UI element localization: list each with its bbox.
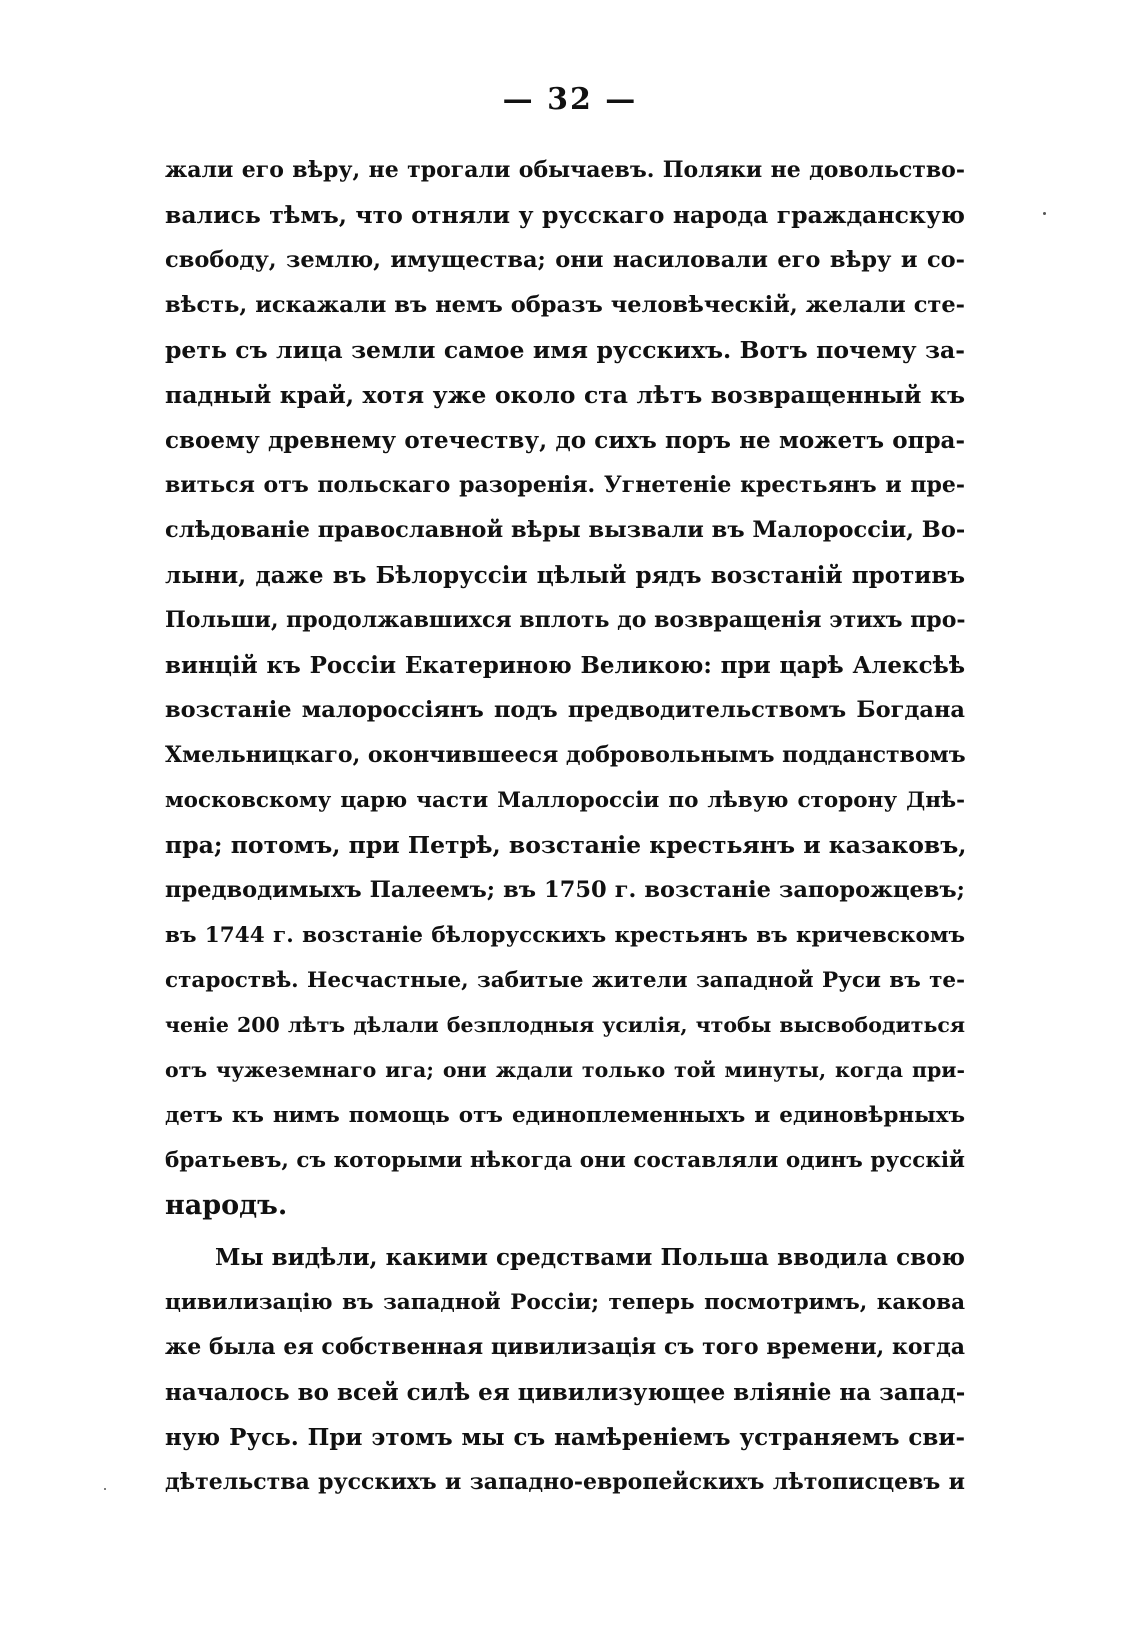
text-line: Мы видѣли, какими средствами Польша вводила свою — [215, 1244, 965, 1271]
text-line: вались тѣмъ, что отняли у русскаго народа гражданскую — [165, 201, 965, 229]
text-line: началось во всей силѣ ея цивилизующее вліяніе на запад- — [165, 1379, 966, 1406]
text-line: падный край, хотя уже около ста лѣтъ возвращенный къ — [165, 381, 965, 409]
body-text — [165, 148, 965, 1505]
text-line: вѣсть, искажали въ немъ образъ человѣческій, желали сте- — [165, 292, 965, 318]
text-line: отъ чужеземнаго ига; они ждали только той минуты, когда при- — [165, 1058, 965, 1082]
text-line: староствѣ. Несчастные, забитые жители западной Руси въ те- — [165, 968, 965, 993]
text-line: ченіе 200 лѣтъ дѣлали безплодныя усилія, чтобы высвободиться — [165, 1013, 965, 1037]
paragraph-1 — [165, 148, 965, 1228]
paper-speck — [1043, 212, 1046, 215]
page-number: — 32 — — [502, 82, 638, 117]
text-line: детъ къ нимъ помощь отъ единоплеменныхъ и единовѣрныхъ — [165, 1103, 965, 1128]
text-line: же была ея собственная цивилизація съ того времени, когда — [165, 1334, 965, 1360]
text-line: реть съ лица земли самое имя русскихъ. Вотъ почему за- — [165, 336, 965, 364]
text-line: слѣдованіе православной вѣры вызвали въ Малороссіи, Во- — [165, 517, 966, 543]
text-line: Хмельницкаго, окончившееся добровольнымъ подданствомъ — [165, 742, 966, 768]
text-line: ную Русь. При этомъ мы съ намѣреніемъ устраняемъ сви- — [165, 1424, 965, 1451]
text-line: московскому царю части Маллороссіи по лѣвую сторону Днѣ- — [165, 788, 965, 813]
text-line: возстаніе малороссіянъ подъ предводительствомъ Богдана — [165, 697, 965, 723]
text-line: винцій къ Россіи Екатериною Великою: при царѣ Алексѣѣ — [165, 652, 965, 679]
text-line: предводимыхъ Палеемъ; въ 1750 г. возстаніе запорожцевъ; — [165, 877, 965, 903]
text-line: Польши, продолжавшихся вплоть до возвращенія этихъ про- — [165, 607, 966, 633]
paragraph-gap — [165, 1228, 965, 1235]
text-line: дѣтельства русскихъ и западно-европейскихъ лѣтописцевъ и — [165, 1469, 965, 1495]
paragraph-2 — [165, 1235, 965, 1505]
paper-speck — [104, 1488, 106, 1490]
text-line: свободу, землю, имущества; они насиловали его вѣру и со- — [165, 247, 965, 273]
text-line: лыни, даже въ Бѣлоруссіи цѣлый рядъ возстаній противъ — [165, 562, 965, 589]
text-line: пра; потомъ, при Петрѣ, возстаніе крестьянъ и казаковъ, — [165, 831, 967, 859]
text-line: въ 1744 г. возстаніе бѣлорусскихъ крестьянъ въ кричевскомъ — [165, 923, 965, 948]
text-line: народъ. — [165, 1190, 288, 1221]
text-line: виться отъ польскаго разоренія. Угнетеніе крестьянъ и пре- — [165, 472, 965, 498]
text-line: цивилизацію въ западной Россіи; теперь посмотримъ, какова — [165, 1290, 965, 1315]
text-line: своему древнему отечеству, до сихъ поръ не можетъ опра- — [165, 427, 965, 454]
text-line: братьевъ, съ которыми нѣкогда они составляли одинъ русскій — [165, 1148, 965, 1173]
text-line: жали его вѣру, не трогали обычаевъ. Поляки не довольство- — [165, 157, 965, 183]
